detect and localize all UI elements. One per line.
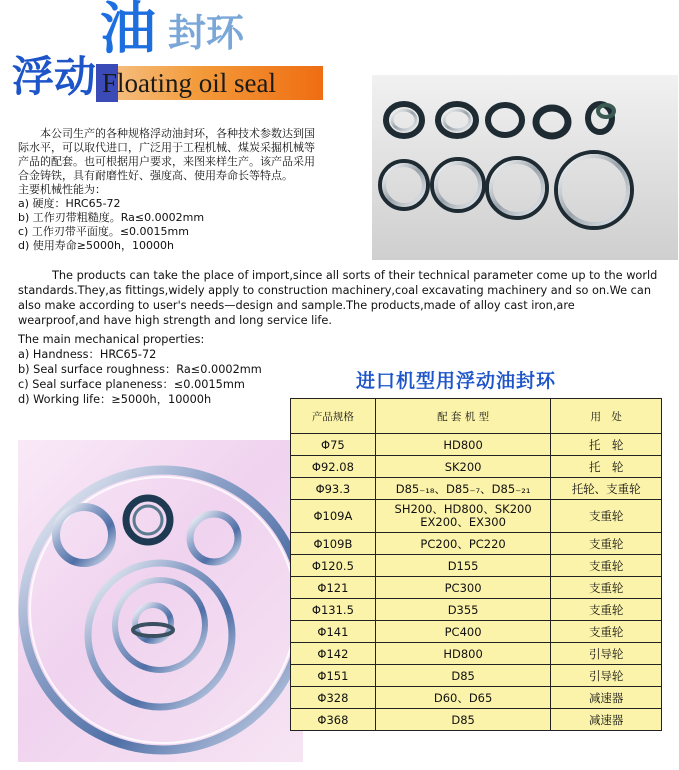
title-floating: 浮动: [12, 52, 97, 101]
cell-model: D355: [375, 599, 551, 621]
intro-en-paragraph: The products can take the place of import,since all sorts of their technical parameter come up to the world standards.They,as fittings,widely apply to construction machinery,coal excavating machinery and so on.We can also make according to user's needs—design and sample.The products,made of alloy cast iron,are wearproof,and have high strength and long service life.: [18, 269, 658, 327]
cell-use: 减速器: [551, 709, 662, 731]
cell-use: 支重轮: [551, 533, 662, 555]
cell-model: HD800: [375, 643, 551, 665]
cell-use: 引导轮: [551, 665, 662, 687]
cell-spec: Φ93.3: [291, 478, 376, 500]
cell-use: 托 轮: [551, 456, 662, 478]
title-char-oil: 油: [100, 0, 156, 62]
cell-use: 减速器: [551, 687, 662, 709]
cell-model: SK200: [375, 456, 551, 478]
cell-use: 托 轮: [551, 434, 662, 456]
intro-en-property: a) Handness：HRC65-72: [18, 348, 157, 361]
cell-spec: Φ121: [291, 577, 376, 599]
cell-spec: Φ75: [291, 434, 376, 456]
cell-spec: Φ131.5: [291, 599, 376, 621]
table-row: [291, 599, 662, 621]
title-english: Floating oil seal: [102, 68, 276, 98]
cell-spec: Φ109B: [291, 533, 376, 555]
cell-use: 支重轮: [551, 577, 662, 599]
cell-use: 托轮、支重轮: [551, 478, 662, 500]
intro-en-property: c) Seal surface planeness：≤0.0015mm: [18, 378, 245, 391]
intro-en-properties-heading: The main mechanical properties:: [18, 333, 205, 346]
table-row: [291, 577, 662, 599]
table-header-row: [291, 399, 662, 434]
cell-model: SH200、HD800、SK200 EX200、EX300: [375, 500, 551, 533]
cell-spec: Φ142: [291, 643, 376, 665]
cell-use: 支重轮: [551, 500, 662, 533]
cell-use: 支重轮: [551, 555, 662, 577]
cell-model: D60、D65: [375, 687, 551, 709]
intro-cn-properties-heading: 主要机械性能为：: [18, 183, 106, 196]
title-seal-ring: 封环: [168, 11, 245, 55]
cell-model: PC400: [375, 621, 551, 643]
table-row: [291, 709, 662, 731]
table-row: [291, 665, 662, 687]
header-spec: 产品规格: [291, 399, 376, 434]
cell-model: D155: [375, 555, 551, 577]
intro-cn-property: b) 工作刃带粗糙度。Ra≤0.0002mm: [18, 211, 205, 224]
table-title: 进口机型用浮动油封环: [356, 370, 557, 392]
table-row: [291, 555, 662, 577]
cell-model: D85: [375, 709, 551, 731]
product-photo-small-rings: [372, 75, 678, 260]
cell-spec: Φ151: [291, 665, 376, 687]
product-photo-large-rings: [18, 440, 303, 762]
intro-cn-property: a) 硬度：HRC65-72: [18, 197, 121, 210]
intro-en-property: b) Seal surface roughness：Ra≤0.0002mm: [18, 363, 262, 376]
intro-cn-paragraph: 本公司生产的各种规格浮动油封环，各种技术参数达到国际水平，可以取代进口，广泛用于工程机械、煤炭采掘机械等产品的配套。也可根据用户要求，来图来样生产。该产品采用合金铸铁，具有耐磨性好、强度高、使用寿命长等特点。: [18, 127, 315, 182]
table-row: [291, 621, 662, 643]
cell-model: PC300: [375, 577, 551, 599]
intro-cn-property: d) 使用寿命≥5000h，10000h: [18, 239, 174, 252]
cell-spec: Φ109A: [291, 500, 376, 533]
cell-use: 引导轮: [551, 643, 662, 665]
table-row: [291, 434, 662, 456]
cell-model: HD800: [375, 434, 551, 456]
intro-cn-property: c) 工作刃带平面度。≤0.0015mm: [18, 225, 189, 238]
table-row: [291, 456, 662, 478]
table-row: [291, 533, 662, 555]
cell-use: 支重轮: [551, 599, 662, 621]
cell-model: PC200、PC220: [375, 533, 551, 555]
intro-chinese: [18, 127, 318, 253]
cell-model: D85: [375, 665, 551, 687]
table-row: [291, 478, 662, 500]
spec-table: [290, 398, 662, 731]
intro-en-property: d) Working life：≥5000h，10000h: [18, 393, 212, 406]
cell-model: D85₋₁₈、D85₋₇、D85₋₂₁: [375, 478, 551, 500]
cell-spec: Φ120.5: [291, 555, 376, 577]
cell-spec: Φ141: [291, 621, 376, 643]
header-use: 用 处: [551, 399, 662, 434]
table-row: [291, 687, 662, 709]
cell-spec: Φ368: [291, 709, 376, 731]
cell-use: 支重轮: [551, 621, 662, 643]
intro-english: [18, 268, 658, 407]
cell-spec: Φ92.08: [291, 456, 376, 478]
header-model: 配 套 机 型: [375, 399, 551, 434]
cell-spec: Φ328: [291, 687, 376, 709]
table-row: [291, 643, 662, 665]
table-row: [291, 500, 662, 533]
